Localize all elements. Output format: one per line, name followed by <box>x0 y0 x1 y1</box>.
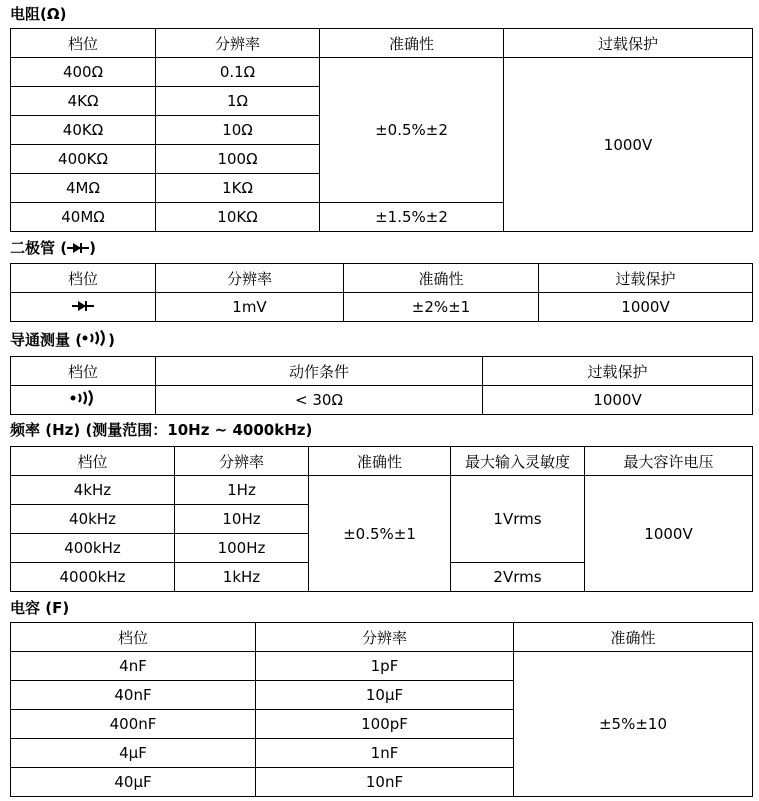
header-overload: 过载保护 <box>504 29 753 58</box>
header-range: 档位 <box>11 447 175 476</box>
resolution-cell: 1nF <box>256 739 514 768</box>
range-cell: 400kHz <box>11 534 175 563</box>
diode-section-title: 二极管 ( ) <box>10 239 96 257</box>
header-range: 档位 <box>11 264 156 293</box>
overload-cell: 1000V <box>483 386 753 415</box>
range-cell: 4KΩ <box>11 87 156 116</box>
resolution-cell: 10μF <box>256 681 514 710</box>
accuracy-cell: ±5%±10 <box>514 652 753 797</box>
resolution-cell: 1mV <box>156 293 344 322</box>
range-cell: 400nF <box>11 710 256 739</box>
range-cell: 40nF <box>11 681 256 710</box>
overload-cell: 1000V <box>504 58 753 232</box>
max-voltage-cell: 1000V <box>585 476 753 592</box>
frequency-spec-table <box>10 446 753 592</box>
header-resolution: 分辨率 <box>175 447 309 476</box>
range-cell <box>11 386 156 415</box>
resolution-cell: 100Hz <box>175 534 309 563</box>
continuity-buzzer-icon <box>70 390 96 410</box>
header-resolution: 分辨率 <box>256 623 514 652</box>
range-cell: 40MΩ <box>11 203 156 232</box>
header-accuracy: 准确性 <box>320 29 504 58</box>
continuity-spec-table <box>10 356 753 415</box>
sensitivity-cell: 1Vrms <box>451 476 585 563</box>
resolution-cell: 1KΩ <box>156 174 320 203</box>
resolution-cell: 10Hz <box>175 505 309 534</box>
accuracy-cell: ±0.5%±1 <box>309 476 451 592</box>
range-cell: 4000kHz <box>11 563 175 592</box>
range-cell: 4nF <box>11 652 256 681</box>
resolution-cell: 100pF <box>256 710 514 739</box>
resolution-cell: 10KΩ <box>156 203 320 232</box>
capacitance-section-title: 电容 (F) <box>10 599 70 617</box>
range-cell: 40kHz <box>11 505 175 534</box>
header-condition: 动作条件 <box>156 357 483 386</box>
header-overload: 过载保护 <box>483 357 753 386</box>
overload-cell: 1000V <box>539 293 753 322</box>
accuracy-cell: ±0.5%±2 <box>320 58 504 203</box>
range-cell: 40KΩ <box>11 116 156 145</box>
header-accuracy: 准确性 <box>344 264 539 293</box>
header-range: 档位 <box>11 357 156 386</box>
resolution-cell: 1Hz <box>175 476 309 505</box>
resistance-section-title: 电阻(Ω) <box>10 5 67 23</box>
diode-spec-table <box>10 263 753 322</box>
range-cell: 400Ω <box>11 58 156 87</box>
range-cell: 4kHz <box>11 476 175 505</box>
header-max-voltage: 最大容许电压 <box>585 447 753 476</box>
continuity-section-title: 导通测量 ( ) <box>10 331 115 349</box>
accuracy-cell: ±1.5%±2 <box>320 203 504 232</box>
range-cell: 40μF <box>11 768 256 797</box>
resolution-cell: 10Ω <box>156 116 320 145</box>
range-cell: 400KΩ <box>11 145 156 174</box>
continuity-buzzer-icon <box>82 330 108 351</box>
resolution-cell: 1Ω <box>156 87 320 116</box>
sensitivity-cell: 2Vrms <box>451 563 585 592</box>
header-resolution: 分辨率 <box>156 264 344 293</box>
resistance-spec-table <box>10 28 753 232</box>
range-cell: 4MΩ <box>11 174 156 203</box>
frequency-section-title: 频率 (Hz) (测量范围：10Hz ~ 4000kHz) <box>10 421 313 439</box>
diode-icon <box>67 239 89 259</box>
header-accuracy: 准确性 <box>309 447 451 476</box>
condition-cell: < 30Ω <box>156 386 483 415</box>
header-accuracy: 准确性 <box>514 623 753 652</box>
resolution-cell: 100Ω <box>156 145 320 174</box>
header-range: 档位 <box>11 29 156 58</box>
capacitance-spec-table <box>10 622 753 797</box>
resolution-cell: 10nF <box>256 768 514 797</box>
diode-icon <box>72 298 94 316</box>
resolution-cell: 1pF <box>256 652 514 681</box>
header-range: 档位 <box>11 623 256 652</box>
header-overload: 过载保护 <box>539 264 753 293</box>
accuracy-cell: ±2%±1 <box>344 293 539 322</box>
resolution-cell: 0.1Ω <box>156 58 320 87</box>
range-cell: 4μF <box>11 739 256 768</box>
header-resolution: 分辨率 <box>156 29 320 58</box>
header-sensitivity: 最大输入灵敏度 <box>451 447 585 476</box>
resolution-cell: 1kHz <box>175 563 309 592</box>
range-cell <box>11 293 156 322</box>
